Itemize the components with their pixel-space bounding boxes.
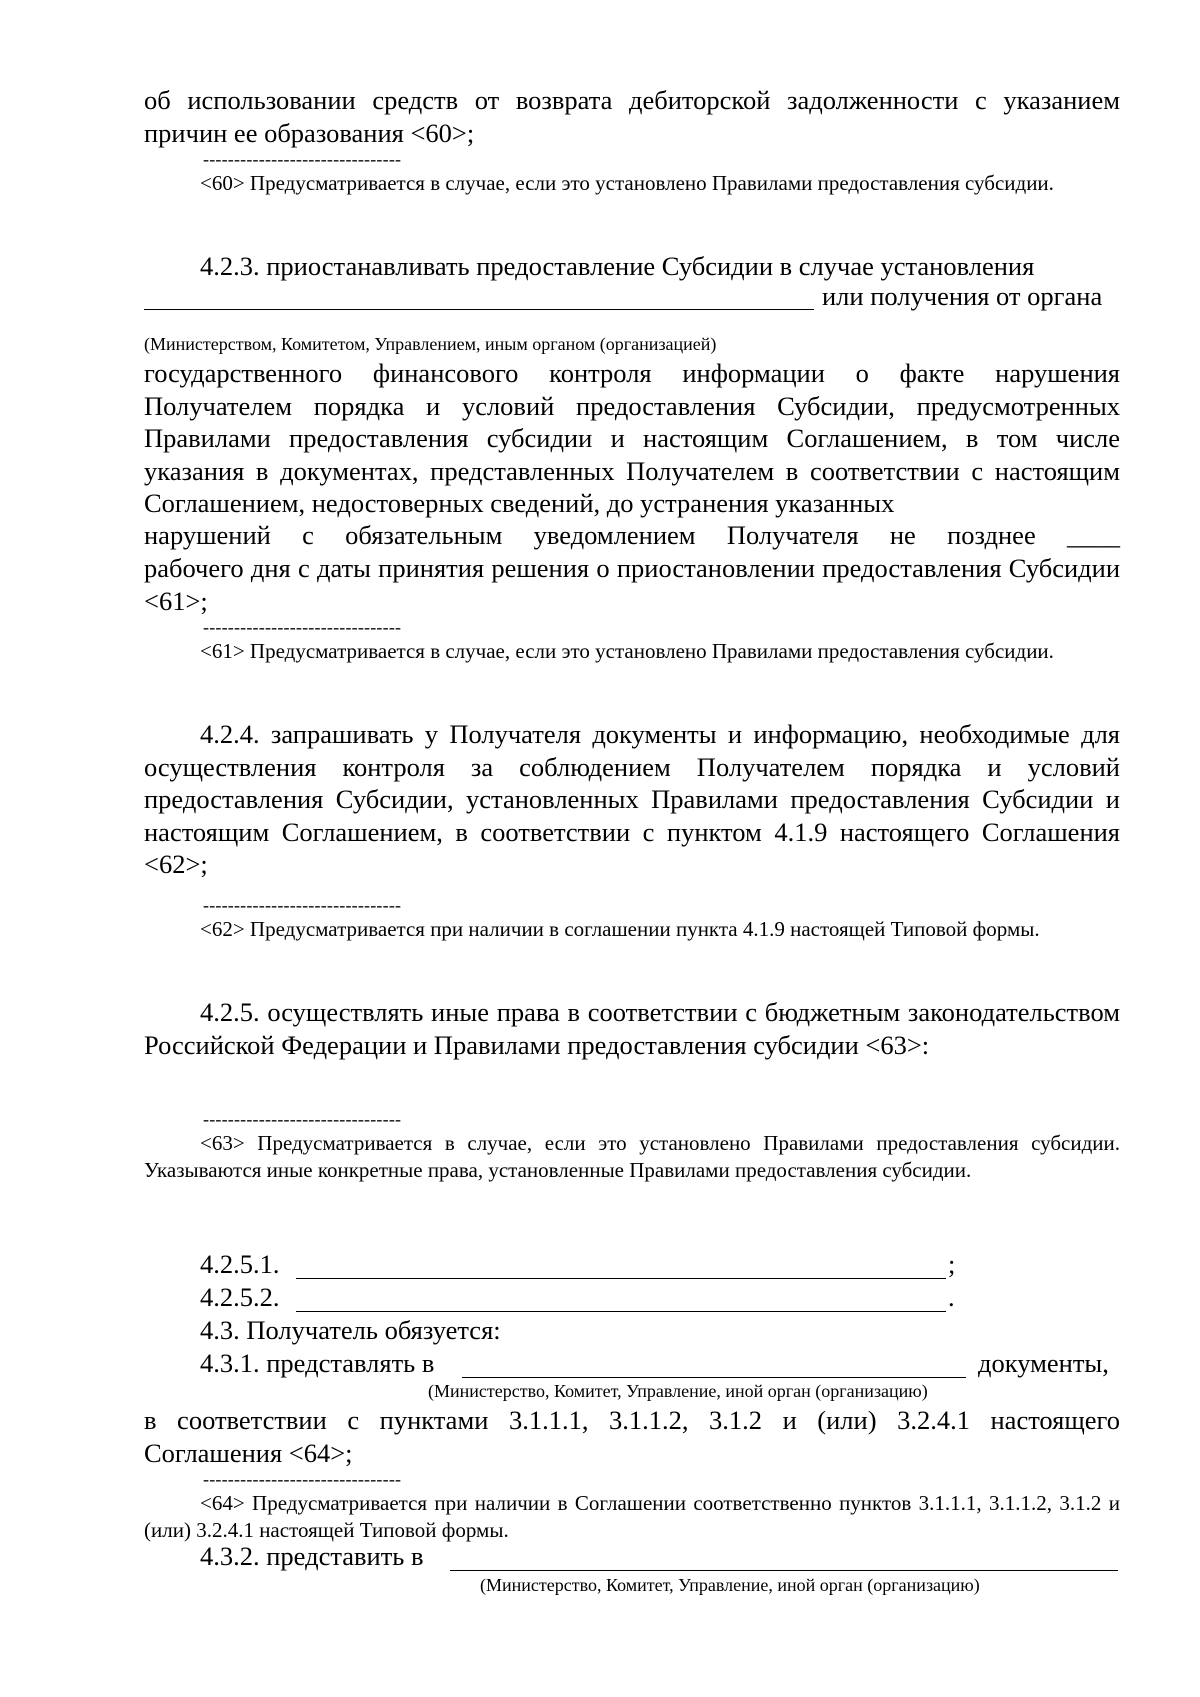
fill-in-line [462, 1377, 966, 1378]
fill-in-line [144, 309, 814, 310]
paragraph-4-2-3-head: 4.2.3. приостанавливать предоставление Субсидии в случае установления [200, 251, 1035, 281]
item-4-2-5-2-label: 4.2.5.2. [200, 1282, 280, 1312]
footnote-separator: -------------------------------- [203, 617, 402, 637]
paragraph-4-2-3-body: государственного финансового контроля информации о факте нарушения Получателем порядка и условий предоставления Субсидии, предусмотренных Правилами предоставления субсидии и настоящим Соглашением, в том числе указания в документах, представленных Получателем в соответствии с настоящим Соглашением, недостоверных сведений, до устранения указанных [144, 358, 1120, 518]
caption-organ: (Министерством, Комитетом, Управлением, иным органом (организацией) [144, 334, 717, 354]
fill-in-line [296, 1311, 946, 1312]
footnote-62: <62> Предусматривается при наличии в соглашении пункта 4.1.9 настоящей Типовой формы. [200, 917, 1040, 941]
paragraph-4-2-3-tail: или получения от органа [822, 281, 1103, 311]
footnote-separator: -------------------------------- [203, 149, 402, 169]
paragraph-4-2-5: 4.2.5. осуществлять иные права в соответствии с бюджетным законодательством Российской Федерации и Правилами предоставления субсидии <63>: [144, 997, 1120, 1060]
fill-in-line [450, 1570, 1118, 1571]
caption-organ: (Министерство, Комитет, Управление, иной орган (организацию) [480, 1575, 980, 1595]
footnote-60: <60> Предусматривается в случае, если это установлено Правилами предоставления субсидии. [200, 171, 1054, 195]
footnote-separator: -------------------------------- [203, 1469, 402, 1489]
caption-organ: (Министерство, Комитет, Управление, иной орган (организацию) [428, 1381, 928, 1401]
paragraph-4-2-3-end: рабочего дня с даты принятия решения о приостановлении предоставления Субсидии <61>; [144, 553, 1120, 616]
paragraph-intro: об использовании средств от возврата дебиторской задолженности с указанием причин ее образования <60>; [144, 85, 1120, 148]
item-4-2-5-1-end: ; [948, 1249, 956, 1279]
item-4-3-1-body: в соответствии с пунктами 3.1.1.1, 3.1.1.2, 3.1.2 и (или) 3.2.4.1 настоящего Соглашения <64>; [144, 1405, 1120, 1468]
footnote-63: <63> Предусматривается в случае, если это установлено Правилами предоставления субсидии. Указываются иные конкретные права, установленные Правилами предоставления субсидии. [144, 1131, 1120, 1182]
item-4-3-2-head: 4.3.2. представить в [200, 1541, 424, 1571]
paragraph-4-2-4: 4.2.4. запрашивать у Получателя документы и информацию, необходимые для осуществления контроля за соблюдением Получателем порядка и условий предоставления Субсидии, установленных Правилами предоставления Субсидии и настоящим Соглашением, в соответствии с пунктом 4.1.9 настоящего Соглашения <62>; [144, 719, 1120, 879]
fill-in-line [296, 1278, 946, 1279]
paragraph-4-2-3-notice: нарушений с обязательным уведомлением Получателя не позднее ____ [144, 520, 1120, 550]
item-4-3-1-right: документы, [978, 1348, 1109, 1378]
item-4-3-1-head: 4.3.1. представлять в [200, 1348, 435, 1378]
footnote-64: <64> Предусматривается при наличии в Соглашении соответственно пунктов 3.1.1.1, 3.1.1.2, 3.1.2 и (или) 3.2.4.1 настоящей Типовой формы. [144, 1491, 1120, 1542]
footnote-61: <61> Предусматривается в случае, если это установлено Правилами предоставления субсидии. [200, 639, 1054, 663]
footnote-separator: -------------------------------- [203, 1109, 402, 1129]
footnote-separator: -------------------------------- [203, 895, 402, 915]
item-4-2-5-2-end: . [948, 1282, 955, 1312]
section-4-3-heading: 4.3. Получатель обязуется: [200, 1315, 501, 1345]
item-4-2-5-1-label: 4.2.5.1. [200, 1249, 280, 1279]
